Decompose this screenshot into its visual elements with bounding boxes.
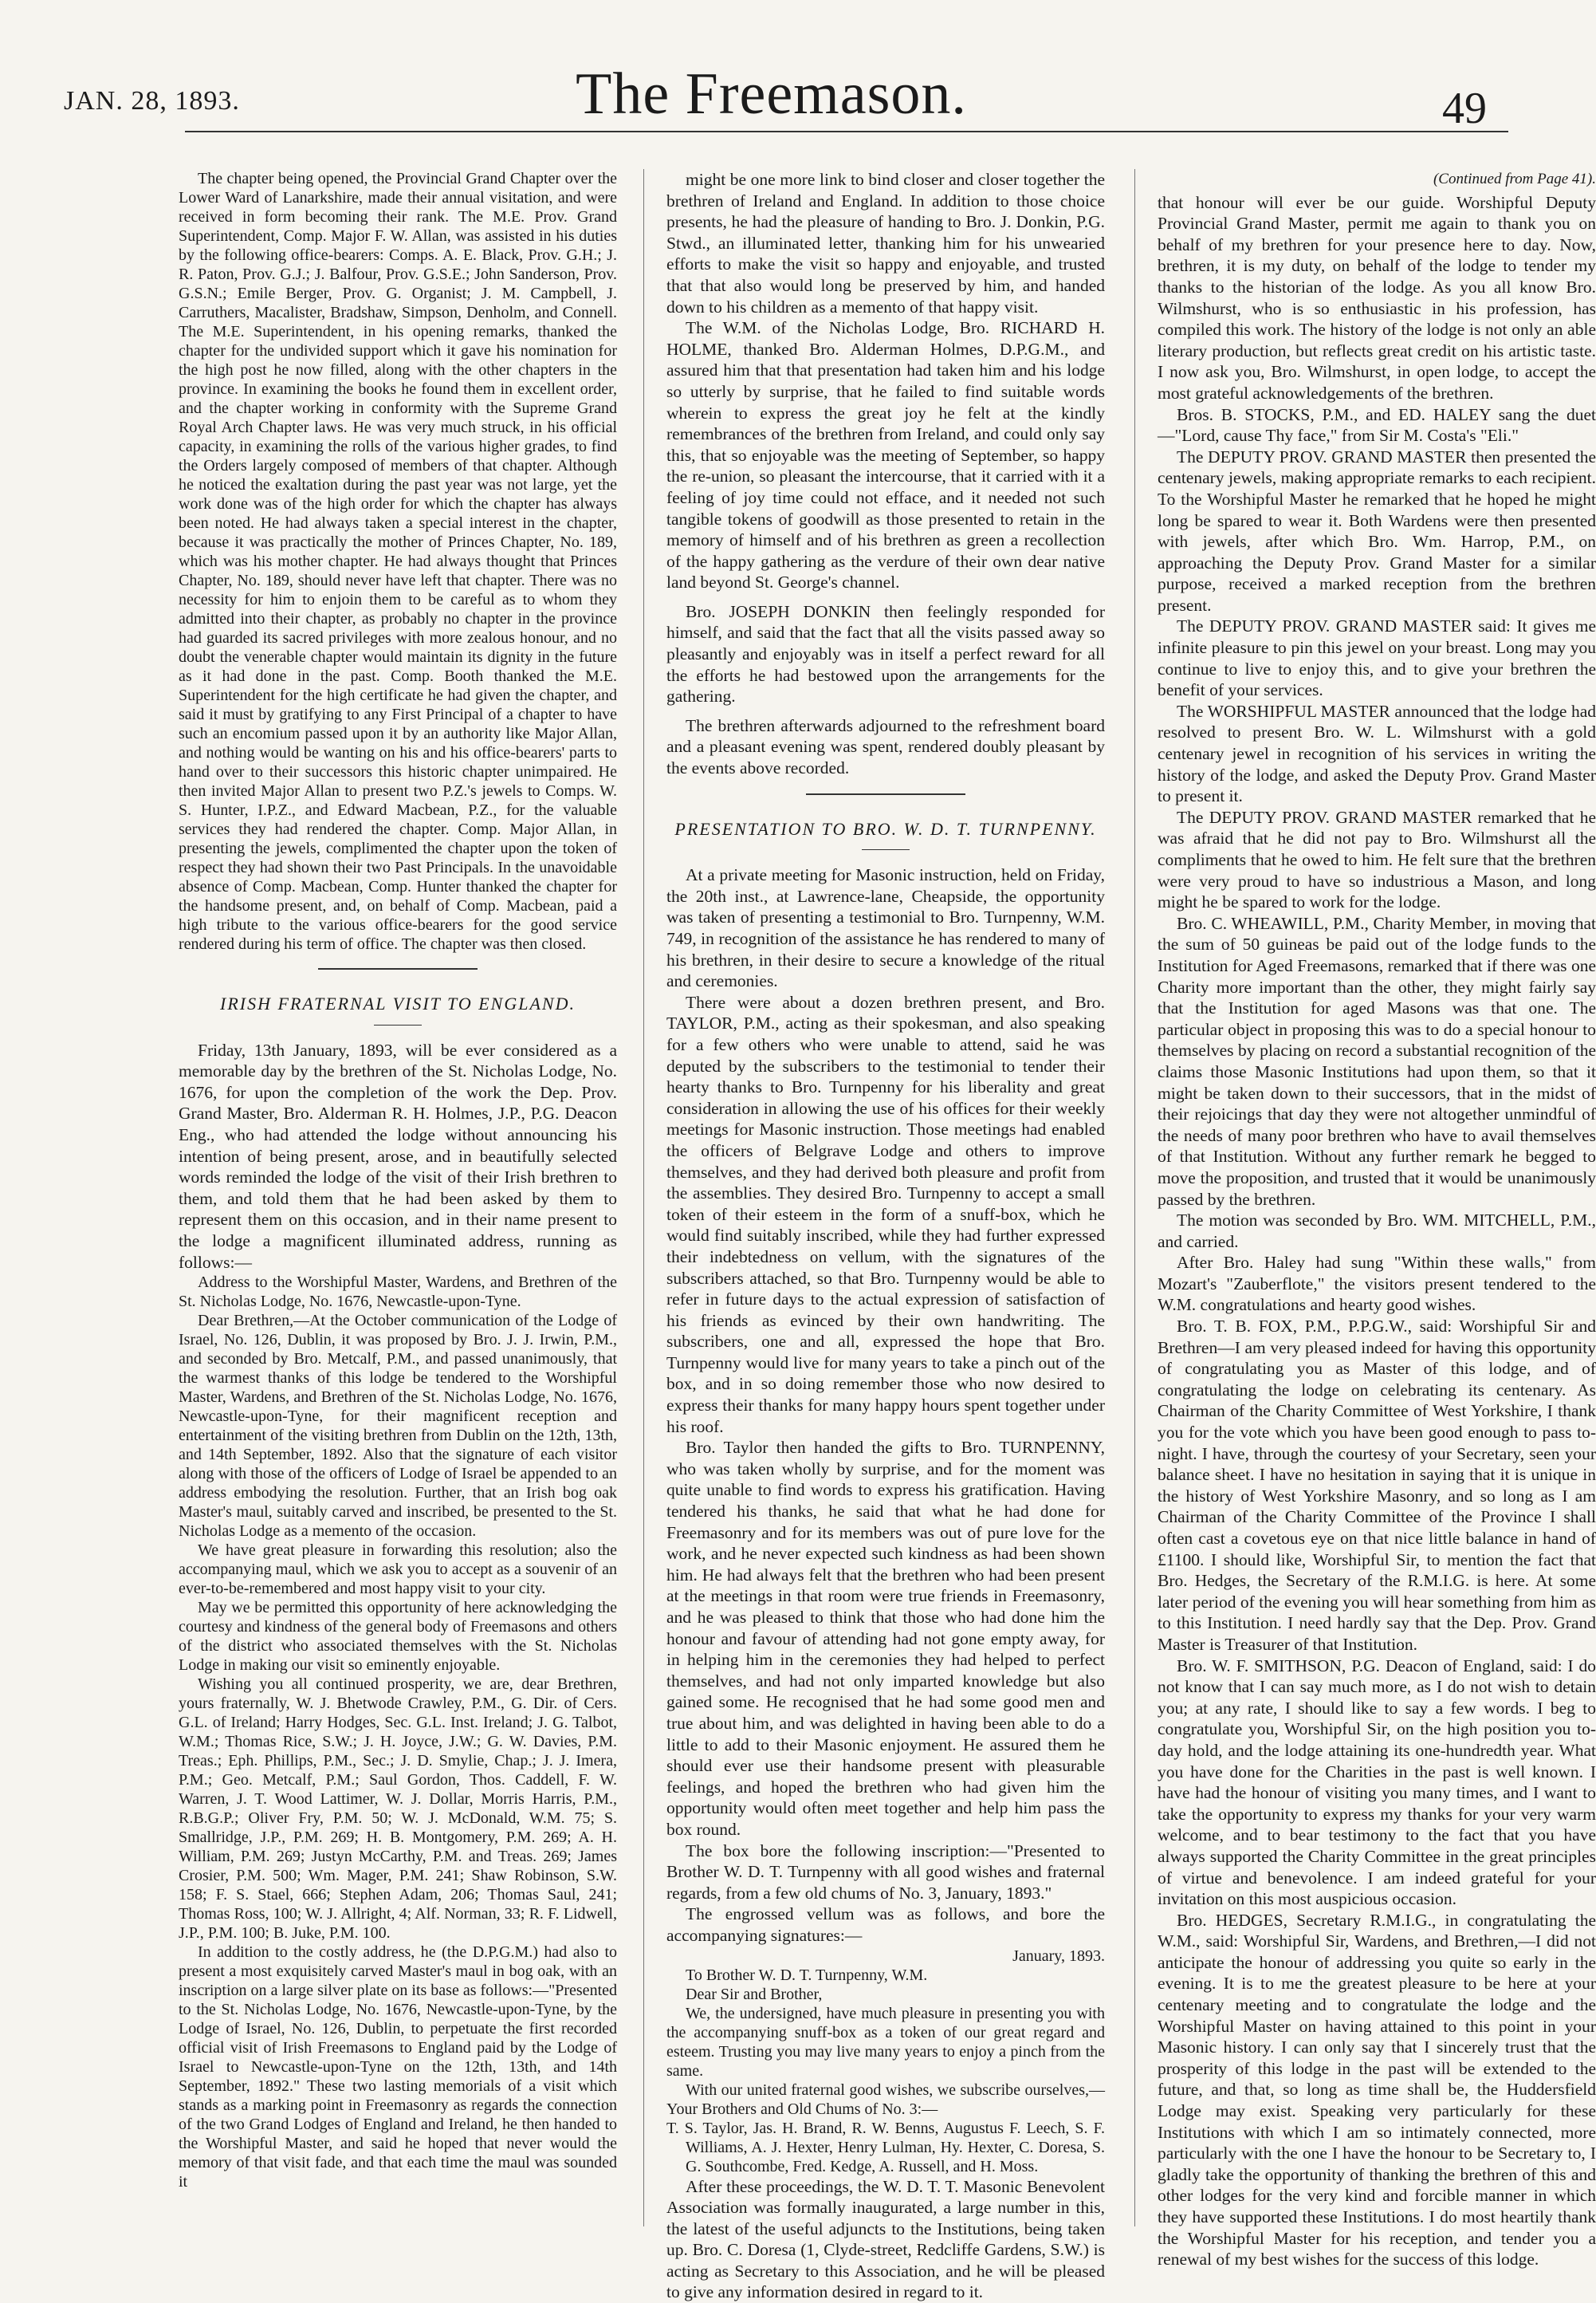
article-paragraph: May we be permitted this opportunity of here acknowledging the courtesy and kindness of the general body of Freemasons and others of the district who associated themselves with the St. Nicholas Lodge in making our visit so eminently enjoyable. bbox=[179, 1598, 617, 1675]
article-paragraph: Address to the Worshipful Master, Wardens, and Brethren of the St. Nicholas Lodge, No. 1676, Newcastle-upon-Tyne. bbox=[179, 1273, 617, 1311]
letter-body: We, the undersigned, have much pleasure in presenting you with the accompanying snuff-box as a token of our great regard and esteem. Trusting you may live many years to enjoy a pinch from the same. bbox=[666, 2004, 1105, 2081]
column-3 bbox=[1158, 169, 1596, 2226]
issue-date: JAN. 28, 1893. bbox=[64, 86, 240, 116]
article-paragraph: The DEPUTY PROV. GRAND MASTER said: It gives me infinite pleasure to pin this jewel on your breast. Long may you continue to live to enjoy this, and to give your brethren the benefit of your services. bbox=[1158, 616, 1596, 700]
letter-addressee: To Brother W. D. T. Turnpenny, W.M. bbox=[666, 1966, 1105, 1985]
section-divider bbox=[318, 968, 478, 970]
article-paragraph: Dear Brethren,—At the October communication of the Lodge of Israel, No. 126, Dublin, it was proposed by Bro. J. J. Irwin, P.M., and seconded by Bro. Metcalf, P.M., and passed unanimously, that the warmest thanks of this lodge be tendered to the Worshipful Master, Wardens, and Brethren of the St. Nicholas Lodge, No. 1676, Newcastle-upon-Tyne, for their magnificent reception and entertainment of the visiting brethren from Dublin on the 12th, 13th, and 14th September, 1892. Also that the signature of each visitor along with those of the officers of Lodge of Israel be appended to an address embodying the resolution. Further, that an Irish bog oak Master's maul, suitably carved and inscribed, be presented to the St. Nicholas Lodge as a memento of the occasion. bbox=[179, 1311, 617, 1541]
article-paragraph: Bro. T. B. FOX, P.M., P.P.G.W., said: Worshipful Sir and Brethren—I am very pleased indeed for having this opportunity of congratulating you as Master of this lodge, and of congratulating the lodge on celebrating its centenary. As Chairman of the Charity Committee of West Yorkshire, I thank you for the vote which you have been good enough to pass to-night. I have, through the courtesy of your Secretary, seen your balance sheet. I have no hesitation in saying that it is unique in the history of West Yorkshire Masonry, and so long as I am Chairman of the Charity Committee of the Province I shall often cast a covetous eye on that nice little balance in hand of £1100. I should like, Worshipful Sir, to mention the fact that Bro. Hedges, the Secretary of the R.M.I.G. is here. At some later period of the evening you will hear something from him as to this Institution. I need hardly say that the Dep. Prov. Grand Master is Treasurer of that Institution. bbox=[1158, 1316, 1596, 1655]
article-paragraph: might be one more link to bind closer and closer together the brethren of Ireland and England. In addition to those choice presents, he had the pleasure of handing to Bro. J. Donkin, P.G. Stwd., an illuminated letter, thanking him for his unwearied efforts to make the visit so happy and enjoyable, and trusted that that also would long be preserved by him, and handed down to his children as a memento of that happy visit. bbox=[666, 169, 1105, 317]
column-divider bbox=[1134, 169, 1135, 2226]
article-heading: IRISH FRATERNAL VISIT TO ENGLAND. bbox=[179, 994, 617, 1015]
masthead-title: The Freemason. bbox=[48, 61, 1495, 128]
letter-signatures: T. S. Taylor, Jas. H. Brand, R. W. Benns, Augustus F. Leech, S. F. Williams, A. J. Hexter, Henry Lulman, Hy. Hexter, C. Doresa, S. G. Southcombe, Fred. Kedge, A. Russell, and H. Moss. bbox=[666, 2119, 1105, 2176]
article-paragraph: The W.M. of the Nicholas Lodge, Bro. RICHARD H. HOLME, thanked Bro. Alderman Holmes, D.P.G.M., and assured him that that presentation had taken him and his lodge so utterly by surprise, that he failed to find suitable words wherein to express the great joy he felt at the kindly remembrances of the brethren from Ireland, and could only say this, that so enjoyable was the meeting of September, so happy the re-union, so pleasant the intercourse, that it carried with it a feeling of joy time could not efface, and it needed not such tangible tokens of goodwill as those presented to retain in the memory of himself and of his brethren as green a recollection of the happy gathering as the verdure of their own dear native land beyond St. George's channel. bbox=[666, 317, 1105, 593]
column-1 bbox=[179, 169, 617, 2226]
article-paragraph: The motion was seconded by Bro. WM. MITCHELL, P.M., and carried. bbox=[1158, 1210, 1596, 1252]
page-number: 49 bbox=[1442, 83, 1487, 134]
article-paragraph: The engrossed vellum was as follows, and bore the accompanying signatures:— bbox=[666, 1903, 1105, 1946]
article-paragraph: The DEPUTY PROV. GRAND MASTER then presented the centenary jewels, making appropriate remarks to each recipient. To the Worshipful Master he remarked that he hoped he might long be spared to wear it. Both Wardens were then presented with jewels, after which Bro. Wm. Harrop, P.M., on approaching the Deputy Prov. Grand Master for a similar purpose, received a marked reception from the brethren present. bbox=[1158, 447, 1596, 616]
section-divider bbox=[806, 793, 965, 795]
article-paragraph: Bro. HEDGES, Secretary R.M.I.G., in congratulating the W.M., said: Worshipful Sir, Wardens, and Brethren,—I did not anticipate the honour of addressing you quite so early in the evening. It is to me the greatest pleasure to be here at your centenary meeting and to congratulate the lodge and the Worshipful Master on having attained to this point in your Masonic history. I can only say that I sincerely trust that the prosperity of this lodge in the past will be extended to the future, and that, so long as time shall be, the Huddersfield Lodge may exist. Speaking very particularly for these Institutions with which I am so intimately connected, more particularly with the one I have the honour to be Secretary to, I gladly take the opportunity of thanking the brethren of this and other lodges for the very kind and forcible manner in which they have supported these Institutions. I do most heartily thank the Worshipful Master for his reception, and tender you a renewal of my best wishes for the success of this lodge. bbox=[1158, 1910, 1596, 2270]
heading-rule bbox=[862, 849, 910, 850]
article-paragraph: Bro. C. WHEAWILL, P.M., Charity Member, in moving that the sum of 50 guineas be paid out of the lodge funds to the Institution for Aged Freemasons, remarked that if there was one Charity more important than the other, they might fairly say that the Institution for aged Masons was that one. The particular object in proposing this was to do a special honour to themselves by placing on record a substantial recognition of the claims those Masonic Institutions had upon them, so that it might be taken down to their successors, that in the midst of their rejoicings that day they were not altogether unmindful of the needs of many poor brethren who have to avail themselves of that Institution. Without any further remark he begged to move the proposition, and trusted that it would be unanimously passed by the brethren. bbox=[1158, 913, 1596, 1210]
letter-close: With our united fraternal good wishes, we subscribe ourselves,—Your Brothers and Old Chums of No. 3:— bbox=[666, 2081, 1105, 2119]
article-paragraph: The chapter being opened, the Provincial Grand Chapter over the Lower Ward of Lanarkshire, made their annual visitation, and were received in form becoming their rank. The M.E. Prov. Grand Superintendent, Comp. Major F. W. Allan, was assisted in his duties by the following office-bearers: Comps. A. E. Black, Prov. G.H.; J. R. Paton, Prov. G.J.; J. Balfour, Prov. G.S.E.; John Sanderson, Prov. G.S.N.; Emile Berger, Prov. G. Organist; J. M. Campbell, J. Carruthers, Macalister, Bradshaw, Simpson, Denholm, and Connell. The M.E. Superintendent, in his opening remarks, thanked the chapter for the undivided support which it gave his nomination for the high post he now filled, along with the other chapters in the province. In examining the books he found them in excellent order, and the chapter working in conformity with the Supreme Grand Royal Arch Chapter laws. He was very much struck, in his official capacity, in examining the rolls of the various higher grades, to find the Orders largely composed of members of that chapter. Although he noticed the exaltation during the past year was not large, yet the work done was of the high order for which the chapter has always been noted. He had always taken a special interest in the chapter, because it was practically the mother of Princes Chapter, No. 189, which was his mother chapter. He had always thought that Princes Chapter, No. 189, should never have left that chapter. There was no necessity for him to enjoin them to be careful as to whom they admitted into their chapter, as probably no chapter in the province had guarded its sacred privileges with more zealous honour, and no doubt the venerable chapter would maintain its dignity in the future as it had done in the past. Comp. Booth thanked the M.E. Superintendent for the high certificate he had given the chapter, and said it must by gratifying to any First Principal of a chapter to have such an encomium passed upon it by an authority like Major Allan, and nothing would be wanting on his and his office-bearers' parts to hand over to their successors this historic chapter unimpaired. He then invited Major Allan to present two P.Z.'s jewels to Comps. W. S. Hunter, I.P.Z., and Edward Macbean, P.Z., for the valuable services they had rendered the chapter. Comp. Major Allan, in presenting the jewels, complimented the chapter upon the token of respect they had shown their two Past Principals. In the unavoidable absence of Comp. Macbean, Comp. Hunter thanked the chapter for the handsome present, and, on behalf of Comp. Macbean, paid a high tribute to the various office-bearers for the good service rendered during his term of office. The chapter was then closed. bbox=[179, 169, 617, 954]
article-paragraph: Bro. JOSEPH DONKIN then feelingly responded for himself, and said that the fact that all the visits passed away so pleasantly and enjoyably was in itself a perfect reward for all the efforts he had bestowed upon the arrangements for the gathering. bbox=[666, 601, 1105, 707]
header-rule bbox=[185, 131, 1508, 132]
article-paragraph: In addition to the costly address, he (the D.P.G.M.) had also to present a most exquisitely carved Master's maul in bog oak, with an inscription on a large silver plate on its base as follows:—"Presented to the St. Nicholas Lodge, No. 1676, Newcastle-upon-Tyne, by the Lodge of Israel, No. 126, Dublin, to perpetuate the first recorded official visit of Irish Freemasons to England paid by the Lodge of Israel to Newcastle-upon-Tyne on the 12th, 13th, and 14th September, 1892." These two lasting memorials of a visit which stands as a marking point in Freemasonry as regards the connection of the two Grand Lodges of England and Ireland, he then handed to the Worshipful Master, and said he hoped that never would the memory of that visit fade, and that each time the maul was sounded it bbox=[179, 1943, 617, 2191]
article-paragraph: Bro. Taylor then handed the gifts to Bro. TURNPENNY, who was taken wholly by surprise, and for the moment was quite unable to find words to express his gratification. Having tendered his thanks, he said that what he had done for Freemasonry and for its members was out of pure love for the work, and he never expected such kindness as had been shown him. He had always felt that the brethren who had been present at the meetings in that room were true friends in Freemasonry, and he was pleased to think that those who had done him the honour and favour of attending had not gone empty away, for in helping him in the ceremonies they had helped to perfect themselves, and had not only imparted knowledge but also gained some. He recognised that he had some good men and true about him, and was delighted in having been able to do a little to add to their Masonic enjoyment. He assured them he should ever use their handsome present with pleasurable feelings, and hoped the brethren who had given him the opportunity would often meet together and help him pass the box round. bbox=[666, 1437, 1105, 1840]
article-paragraph: After Bro. Haley had sung "Within these walls," from Mozart's "Zauberflote," the visitors present tendered to the W.M. congratulations and hearty good wishes. bbox=[1158, 1252, 1596, 1316]
letter-salutation: Dear Sir and Brother, bbox=[666, 1985, 1105, 2004]
article-paragraph: Friday, 13th January, 1893, will be ever considered as a memorable day by the brethren of the St. Nicholas Lodge, No. 1676, for upon the completion of the work the Dep. Prov. Grand Master, Bro. Alderman R. H. Holmes, J.P., P.G. Deacon Eng., who had attended the lodge without announcing his intention of being present, arose, and in beautifully selected words reminded the lodge of the visit of their Irish brethren to them, and told them that he had been asked by them to represent them on this occasion, and in their name present to the lodge a magnificent illuminated address, running as follows:— bbox=[179, 1040, 617, 1274]
article-paragraph: Bros. B. STOCKS, P.M., and ED. HALEY sang the duet —"Lord, cause Thy face," from Sir M. Costa's "Eli." bbox=[1158, 404, 1596, 447]
article-paragraph: At a private meeting for Masonic instruction, held on Friday, the 20th inst., at Lawrence-lane, Cheapside, the opportunity was taken of presenting a testimonial to Bro. Turnpenny, W.M. 749, in recognition of the assistance he has rendered to many of his brethren, in their desire to secure a knowledge of the ritual and ceremonies. bbox=[666, 864, 1105, 992]
article-paragraph: There were about a dozen brethren present, and Bro. TAYLOR, P.M., acting as their spokesman, and also speaking for a few others who were unable to attend, said he was deputed by the subscribers to the testimonial to tender their hearty thanks to Bro. Turnpenny for his liberality and great consideration in allowing the use of his offices for their weekly meetings for Masonic instruction. Those meetings had enabled the officers of Belgrave Lodge and others to improve themselves, and they had derived both pleasure and profit from the assemblies. They desired Bro. Turnpenny to accept a small token of their esteem in the form of a snuff-box, which he would find suitably inscribed, while they had further expressed their indebtedness on vellum, with the signatures of the subscribers attached, so that Bro. Turnpenny would be able to refer in future days to the actual expression of satisfaction of his friends as evinced by their own handwriting. The subscribers, one and all, expressed the hope that Bro. Turnpenny would live for many years to take a pinch out of the box, and in so doing remember those who now desired to express their thanks for many happy hours spent together under his roof. bbox=[666, 992, 1105, 1437]
article-paragraph: The DEPUTY PROV. GRAND MASTER remarked that he was afraid that he did not pay to Bro. Wilmshurst all the compliments that he owed to him. He felt sure that the brethren were very proud to have so industrious a Mason, and long might he be spared to work for the lodge. bbox=[1158, 807, 1596, 913]
article-paragraph: that honour will ever be our guide. Worshipful Deputy Provincial Grand Master, permit me again to thank you on behalf of my brethren for your presence here to day. Now, brethren, it is my duty, on behalf of the lodge to tender my thanks to the historian of the lodge. As you all know Bro. Wilmshurst, who is so enthusiastic in his profession, has compiled this work. The history of the lodge is not only an able literary production, but reflects great credit on his artistic taste. I now ask you, Bro. Wilmshurst, in open lodge, to accept the most grateful acknowledgements of the brethren. bbox=[1158, 192, 1596, 404]
page-header bbox=[48, 38, 1495, 126]
letter-date: January, 1893. bbox=[666, 1947, 1105, 1966]
article-paragraph: We have great pleasure in forwarding this resolution; also the accompanying maul, which we ask you to accept as a souvenir of an ever-to-be-remembered and most happy visit to your city. bbox=[179, 1541, 617, 1598]
continued-note: (Continued from Page 41). bbox=[1158, 169, 1596, 191]
heading-rule bbox=[374, 1025, 422, 1026]
article-paragraph: The box bore the following inscription:—"Presented to Brother W. D. T. Turnpenny with all good wishes and fraternal regards, from a few old chums of No. 3, January, 1893." bbox=[666, 1840, 1105, 1904]
column-divider bbox=[643, 169, 644, 2226]
article-paragraph: The brethren afterwards adjourned to the refreshment board and a pleasant evening was spent, rendered doubly pleasant by the events above recorded. bbox=[666, 715, 1105, 779]
article-paragraph: Wishing you all continued prosperity, we are, dear Brethren, yours fraternally, W. J. Bhetwode Crawley, P.M., G. Dir. of Cers. G.L. of Ireland; Harry Hodges, Sec. G.L. Inst. Ireland; J. G. Talbot, W.M.; Thomas Rice, S.W.; J. H. Joyce, J.W.; G. W. Davies, P.M. Treas.; Eph. Phillips, P.M., Sec.; J. D. Smylie, Chap.; J. J. Imera, P.M.; Geo. Metcalf, P.M.; Saul Gordon, Thos. Caddell, F. W. Warren, J. T. Wood Lattimer, W. J. Dollar, Morris Harris, P.M., R.B.G.P.; Oliver Fry, P.M. 50; W. J. McDonald, W.M. 75; S. Smallridge, J.P., P.M. 269; H. B. Montgomery, P.M. 269; A. H. William, P.M. 269; Justyn McCarthy, P.M. and Treas. 269; James Crosier, P.M. 500; Wm. Mager, P.M. 241; Shaw Robinson, S.W. 158; F. S. Stael, 666; Stephen Adam, 206; Thomas Saul, 241; Thomas Ross, 100; W. J. Allright, 4; Alf. Norman, 33; R. F. Lidwell, J.P., P.M. 100; B. Juke, P.M. 100. bbox=[179, 1675, 617, 1943]
column-2 bbox=[666, 169, 1105, 2226]
article-paragraph: The WORSHIPFUL MASTER announced that the lodge had resolved to present Bro. W. L. Wilmshurst with a gold centenary jewel in recognition of his services in writing the history of the lodge, and asked the Deputy Prov. Grand Master to present it. bbox=[1158, 701, 1596, 807]
article-paragraph: After these proceedings, the W. D. T. T. Masonic Benevolent Association was formally inaugurated, a large number in this, the latest of the useful adjuncts to the Institutions, being taken up. Bro. C. Doresa (1, Clyde-street, Redcliffe Gardens, S.W.) is acting as Secretary to this Association, and he will be pleased to give any information desired in regard to it. bbox=[666, 2176, 1105, 2303]
article-paragraph: Bro. W. F. SMITHSON, P.G. Deacon of England, said: I do not know that I can say much more, as I do not wish to detain you; at any rate, I should like to say a few words. I beg to congratulate you, Worshipful Sir, on the high position you to-day hold, and the lodge attaining its one-hundredth year. What you have done for the Charities in the past is well known. I have had the honour of visiting you many times, and I want to take the opportunity to express my thanks for your very warm welcome, and to bear testimony to the fact that you have always supported the Charity Committee in the great principles of virtue and benevolence. I am indeed grateful for your invitation on this most auspicious occasion. bbox=[1158, 1655, 1596, 1910]
article-heading: PRESENTATION TO BRO. W. D. T. TURNPENNY. bbox=[666, 819, 1105, 840]
